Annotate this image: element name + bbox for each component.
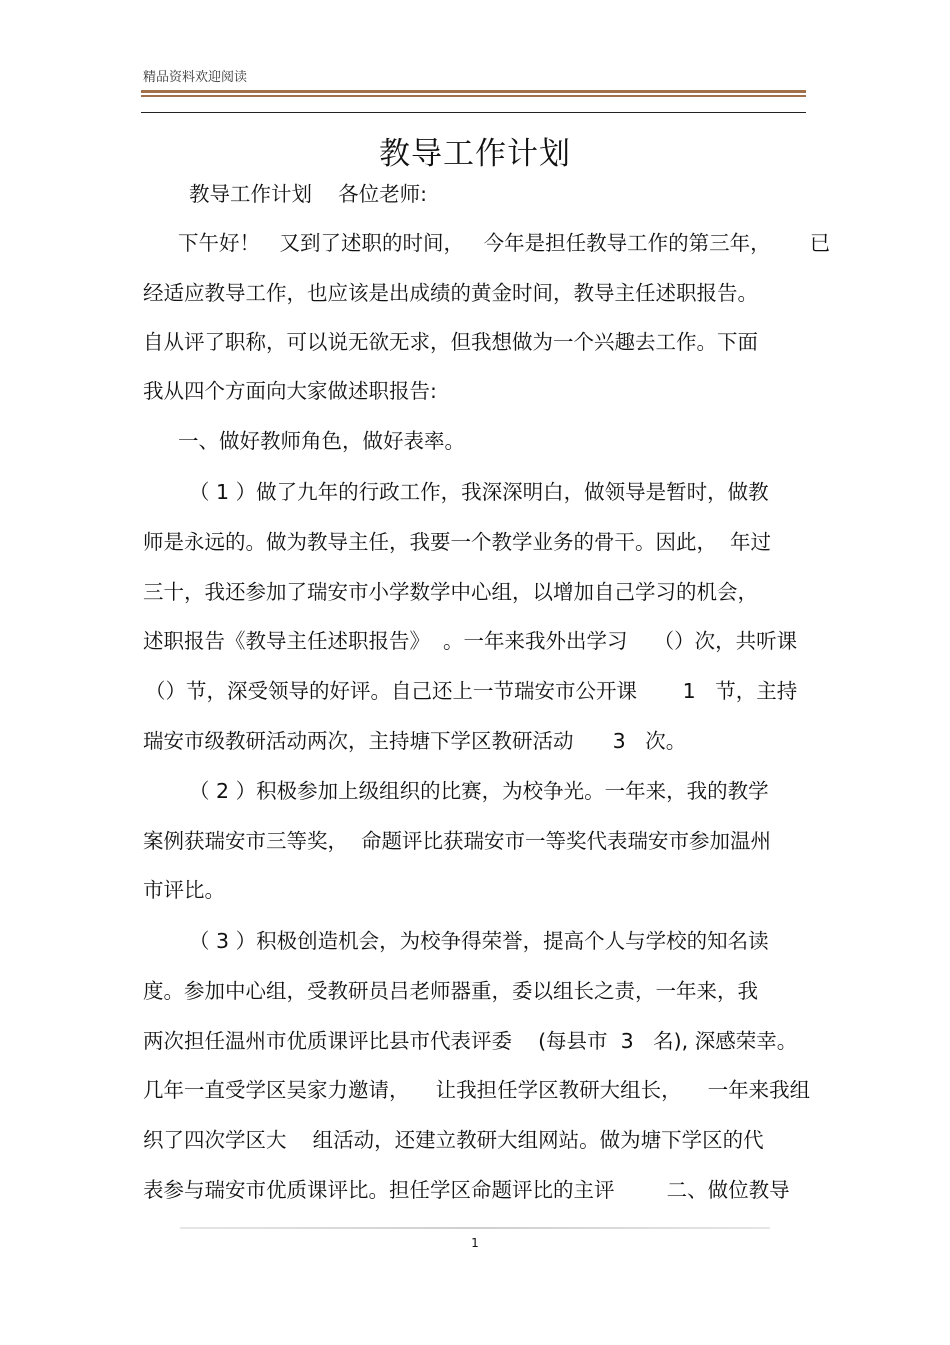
- page-title: 教导工作计划: [379, 136, 571, 172]
- text-line: 自从评了职称，可以说无欲无求，但我想做为一个兴趣去工作。下面: [143, 330, 758, 354]
- text-line: 瑞安市级教研活动两次，主持塘下学区教研活动 3 次。: [143, 729, 687, 753]
- text-line: 经适应教导工作，也应该是出成绩的黄金时间，教导主任述职报告。: [143, 281, 758, 305]
- text-line: 几年一直受学区吴家力邀请， 让我担任学区教研大组长， 一年来我组: [143, 1078, 811, 1102]
- text-line: 织了四次学区大 组活动，还建立教研大组网站。做为塘下学区的代: [143, 1128, 764, 1152]
- text-line: 师是永远的。做为教导主任，我要一个教学业务的骨干。因此， 年过: [143, 530, 772, 554]
- text-line: （ 2 ）积极参加上级组织的比赛，为校争光。一年来，我的教学: [189, 779, 769, 803]
- text-line: （ 1 ）做了九年的行政工作，我深深明白，做领导是暂时，做教: [189, 480, 769, 504]
- header-rule-thick: [141, 90, 806, 93]
- text-line: 表参与瑞安市优质课评比。担任学区命题评比的主评 二、做位教导: [143, 1178, 790, 1202]
- text-line: 两次担任温州市优质课评比县市代表评委 (每县市 3 名), 深感荣幸。: [143, 1029, 798, 1053]
- text-line: 教导工作计划 各位老师:: [189, 182, 427, 206]
- text-line: 三十，我还参加了瑞安市小学数学中心组，以增加自己学习的机会，: [143, 580, 758, 604]
- text-line: 述职报告《教导主任述职报告》 。一年来我外出学习 （）次，共听课: [143, 629, 798, 653]
- footer-rule: [180, 1227, 770, 1229]
- text-line: 度。参加中心组，受教研员吕老师器重，委以组长之责，一年来，我: [143, 979, 758, 1003]
- text-line: 下午好！ 又到了述职的时间， 今年是担任教导工作的第三年， 已: [178, 231, 831, 255]
- header-rule-medium: [141, 95, 806, 97]
- text-line: 一、做好教师角色，做好表率。: [178, 429, 465, 453]
- text-line: 我从四个方面向大家做述职报告:: [143, 379, 437, 403]
- text-line: 市评比。: [143, 878, 225, 902]
- text-line: （）节，深受领导的好评。自己还上一节瑞安市公开课 1 节，主持: [145, 679, 798, 703]
- header-text: 精品资料欢迎阅读: [143, 70, 248, 85]
- page-number: 1: [471, 1236, 479, 1250]
- text-line: （ 3 ）积极创造机会，为校争得荣誉，提高个人与学校的知名读: [189, 929, 769, 953]
- text-line: 案例获瑞安市三等奖， 命题评比获瑞安市一等奖代表瑞安市参加温州: [143, 829, 772, 853]
- header-rule-thin: [141, 112, 806, 113]
